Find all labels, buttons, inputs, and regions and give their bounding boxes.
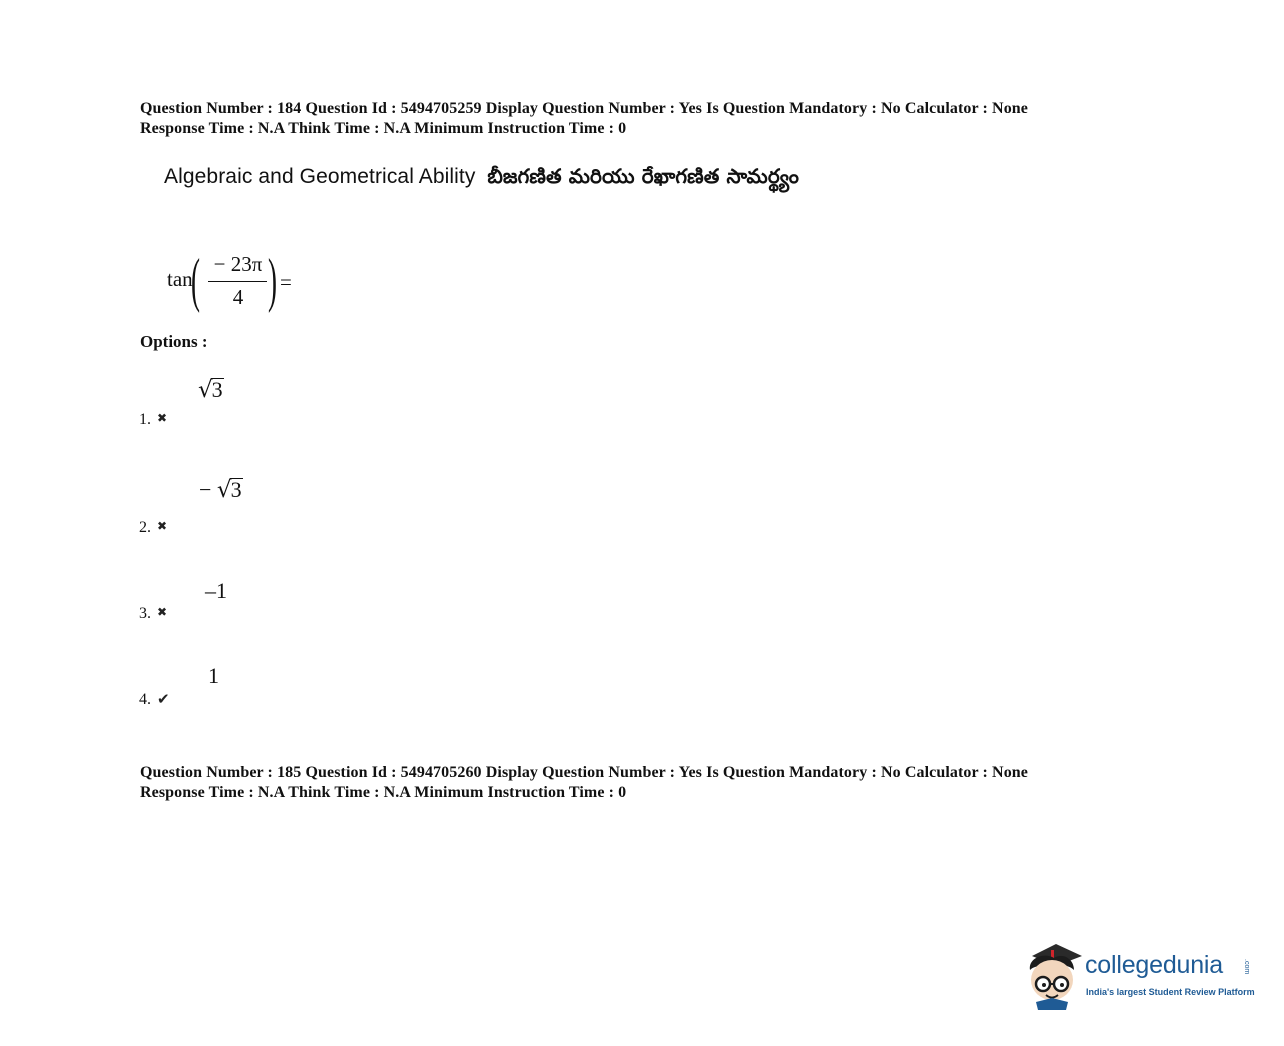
question-timing-line: Response Time : N.A Think Time : N.A Minimum Instruction Time : 0	[140, 784, 627, 801]
square-root	[198, 377, 224, 403]
radical-sign: √	[198, 377, 213, 403]
mascot-icon	[1024, 940, 1086, 1010]
logo-tagline: India's largest Student Review Platform	[1086, 987, 1255, 997]
formula-equals: =	[280, 270, 292, 294]
option-4	[139, 690, 170, 709]
cross-icon: ✖	[157, 605, 168, 619]
option-1-value	[198, 377, 224, 403]
question-meta-line: Question Number : 185 Question Id : 5494705260 Display Question Number : Yes Is Question Mandatory : No Calculator : None	[140, 764, 1028, 781]
options-label: Options :	[140, 332, 208, 351]
radical-sign: √	[216, 477, 232, 503]
fraction-bar	[208, 281, 267, 282]
question-timing-line: Response Time : N.A Think Time : N.A Minimum Instruction Time : 0	[140, 120, 627, 137]
question-184-header	[140, 99, 1028, 139]
option-3	[139, 605, 167, 623]
right-parenthesis: )	[268, 247, 277, 313]
question-meta-line: Question Number : 184 Question Id : 5494705259 Display Question Number : Yes Is Question Mandatory : No Calculator : None	[140, 100, 1028, 117]
minus-sign: −	[199, 477, 217, 502]
collegedunia-logo	[1024, 940, 1264, 1010]
radicand: 3	[211, 377, 223, 402]
logo-dotcom: .com	[1243, 959, 1250, 975]
cross-icon: ✖	[157, 411, 168, 425]
question-185-header	[140, 763, 1028, 803]
option-1	[139, 411, 167, 429]
cross-icon: ✖	[157, 519, 168, 533]
logo-wordmark: collegedunia	[1085, 951, 1223, 979]
option-2-value	[199, 477, 243, 503]
option-2	[139, 519, 167, 537]
option-3-value: –1	[205, 578, 227, 603]
formula-function: tan	[167, 267, 193, 291]
option-4-value: 1	[208, 663, 219, 688]
option-number: 2.	[139, 519, 151, 536]
option-number: 4.	[139, 691, 151, 708]
left-parenthesis: (	[191, 247, 200, 313]
formula-numerator: − 23π	[213, 252, 263, 276]
formula-denominator: 4	[232, 285, 244, 309]
section-heading	[164, 164, 799, 193]
option-number: 3.	[139, 605, 151, 622]
square-root	[217, 477, 243, 503]
check-icon: ✔	[157, 690, 170, 708]
section-title-english: Algebraic and Geometrical Ability	[164, 165, 476, 188]
radicand: 3	[230, 477, 242, 502]
option-number: 1.	[139, 411, 151, 428]
section-title-telugu: బీజగణిత మరియు రేఖాగణిత సామర్థ్యం	[487, 164, 800, 188]
